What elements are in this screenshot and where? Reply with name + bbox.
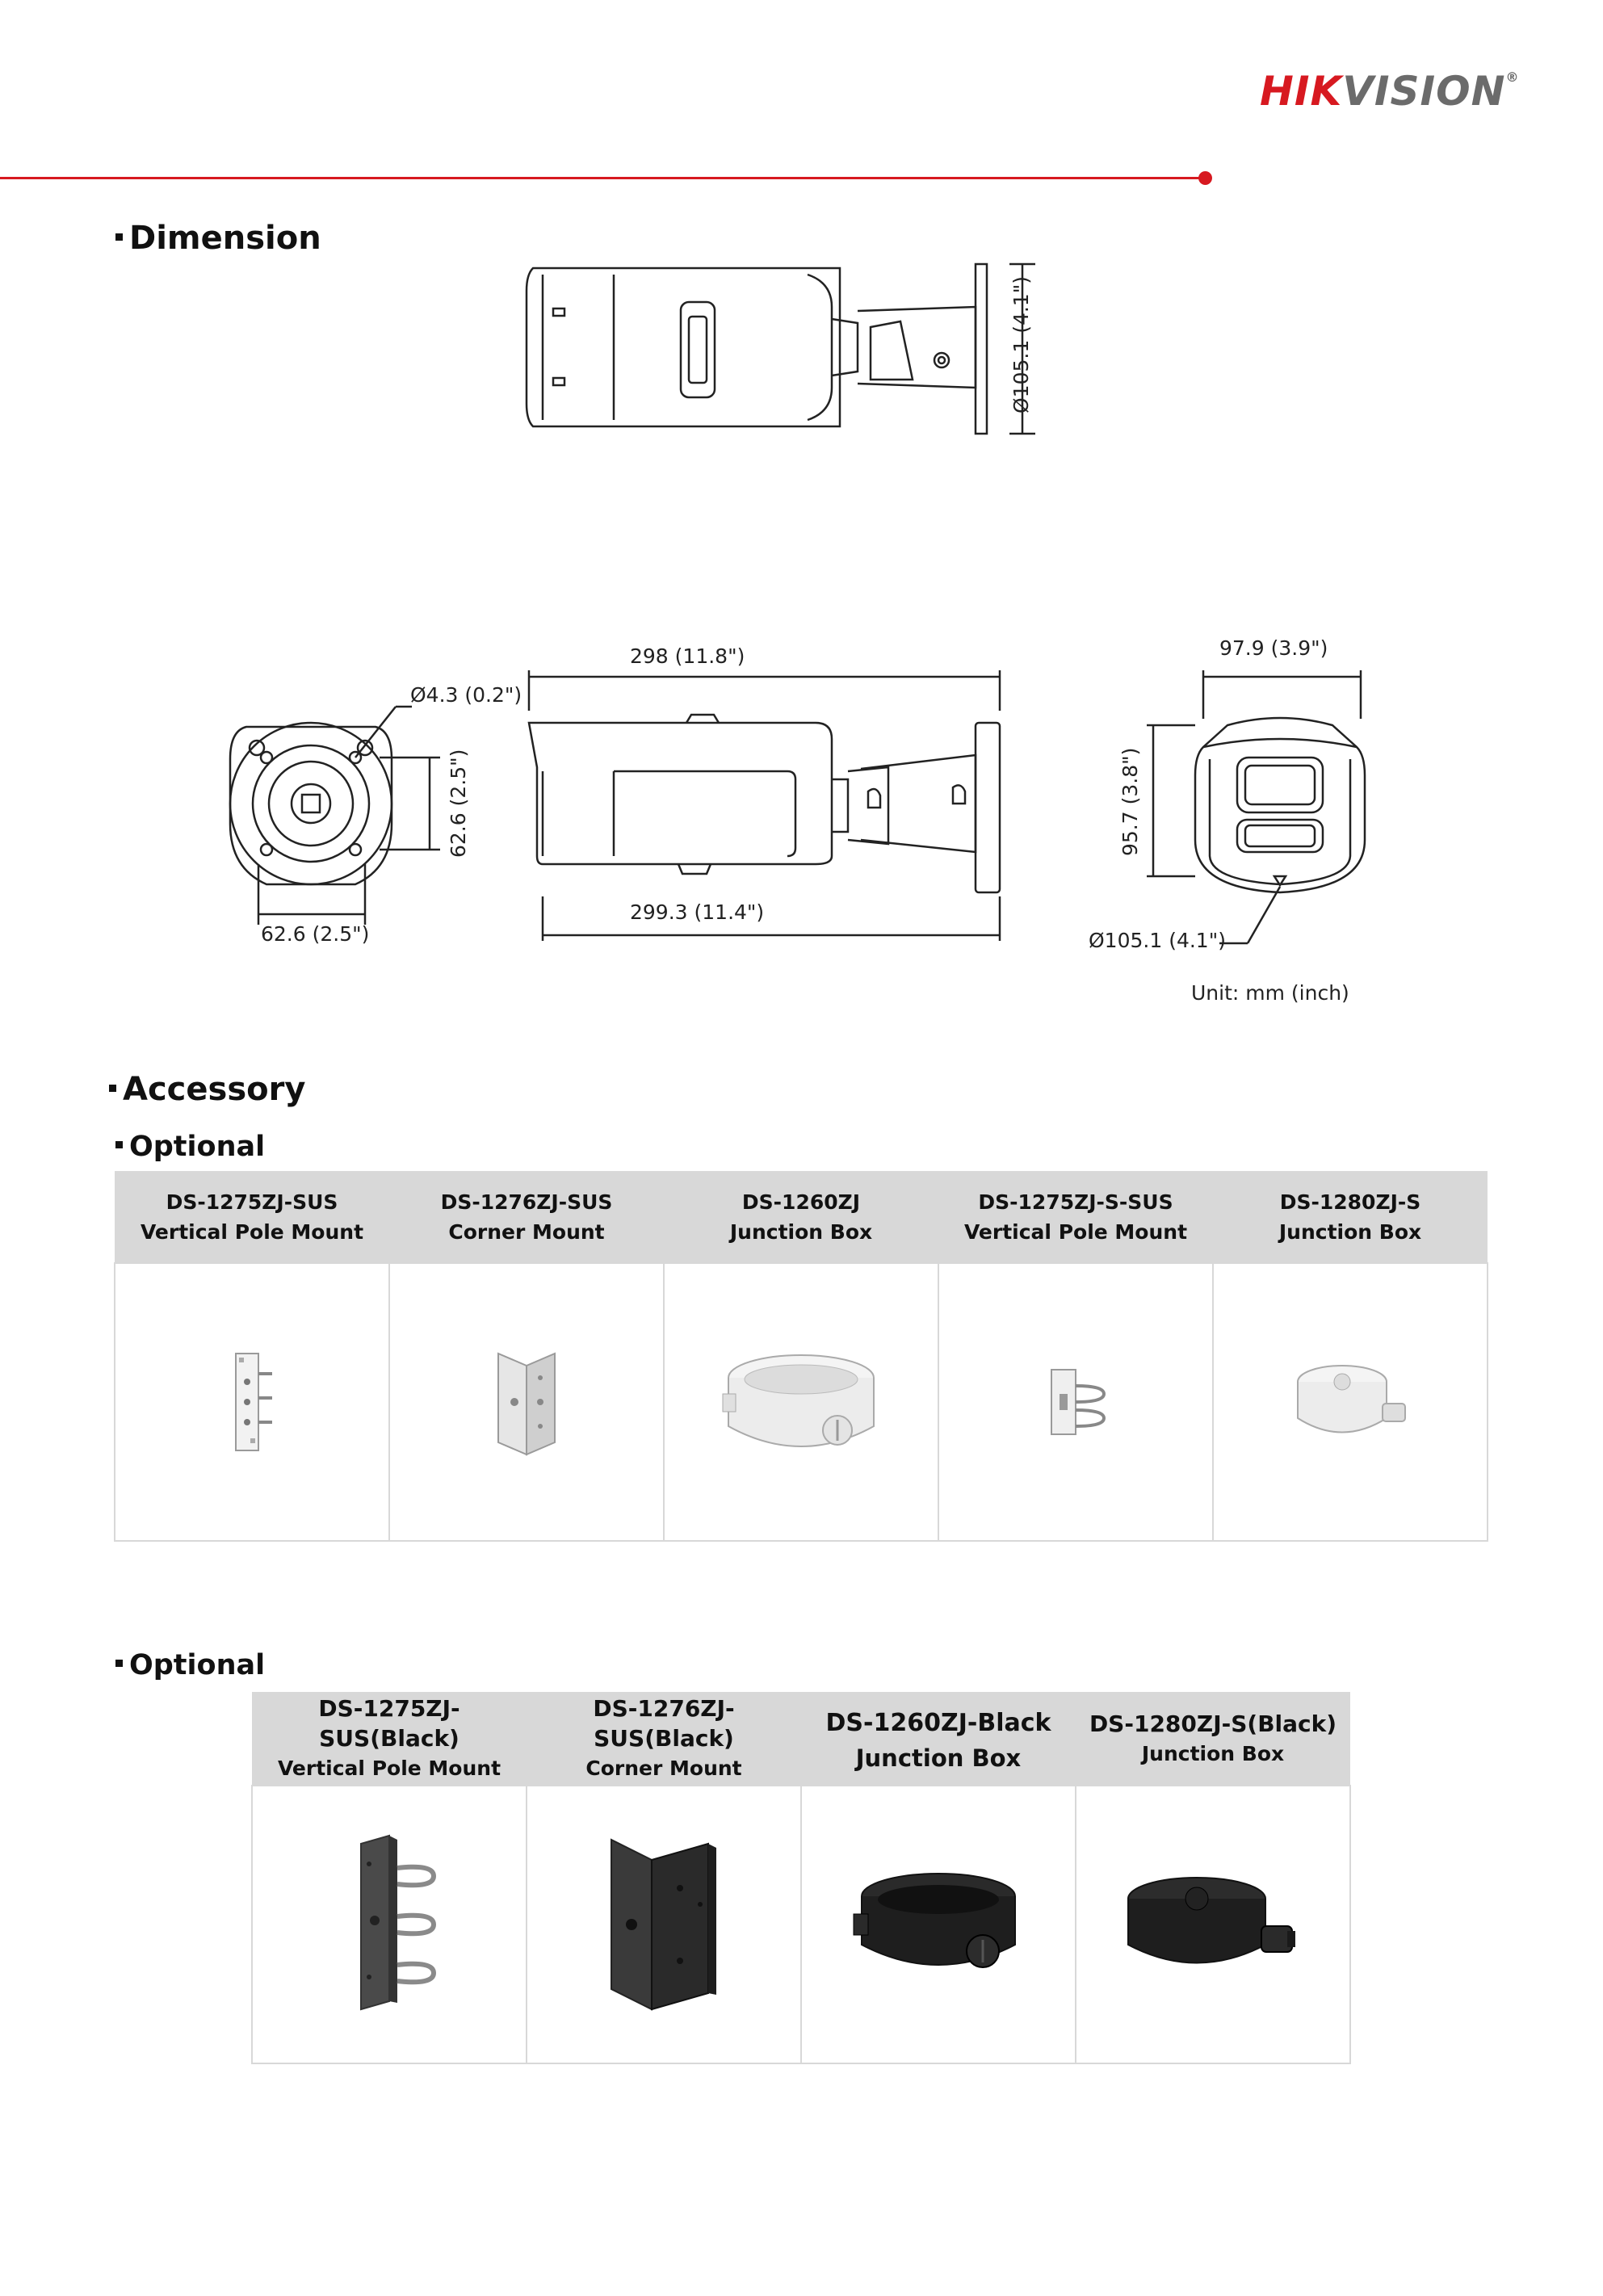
black-accessory-2-heading — [527, 1692, 801, 1786]
accessory-table-1 — [114, 1171, 1488, 1542]
accessory-model: DS-1280ZJ-S(Black) — [1089, 1710, 1337, 1737]
black-accessory-3-image — [801, 1786, 1076, 2063]
accessory-table-2 — [251, 1692, 1351, 2064]
black-accessory-3-heading — [801, 1692, 1076, 1786]
accessory-4-image — [938, 1263, 1213, 1541]
accessory-model: DS-1260ZJ-Black — [825, 1709, 1051, 1737]
accessory-3-image — [664, 1263, 938, 1541]
accessory-model: DS-1275ZJ-SUS — [166, 1190, 338, 1214]
unit-label: Unit: mm (inch) — [1191, 981, 1349, 1005]
junction-box-icon — [846, 1864, 1031, 1985]
camera-front-view — [230, 707, 440, 925]
accessory-1-heading — [115, 1171, 389, 1263]
black-accessory-4-image — [1076, 1786, 1350, 2063]
junction-box-icon — [716, 1345, 886, 1459]
side-diameter-label: Ø105.1 (4.1") — [1089, 929, 1226, 952]
hole-diameter-label: Ø4.3 (0.2") — [410, 683, 522, 707]
accessory-desc: Vertical Pole Mount — [963, 1219, 1188, 1244]
accessory-table-1-header — [115, 1171, 1488, 1263]
accessory-desc: Corner Mount — [585, 1757, 742, 1780]
junction-box-icon — [1286, 1354, 1415, 1450]
front-width-label: 62.6 (2.5") — [261, 922, 370, 946]
accessory-desc: Junction Box — [729, 1219, 873, 1244]
accessory-desc: Vertical Pole Mount — [140, 1219, 364, 1244]
dimension-drawings — [0, 0, 1603, 1050]
accessory-model: DS-1275ZJ-S-SUS — [978, 1190, 1173, 1214]
camera-top-view — [527, 264, 1035, 434]
black-accessory-2-image — [527, 1786, 801, 2063]
camera-side-view — [529, 670, 1000, 941]
accessory-model: DS-1276ZJ-SUS(Black) — [593, 1695, 735, 1752]
accessory-table-2-images — [252, 1786, 1350, 2063]
accessory-4-heading — [938, 1171, 1213, 1263]
camera-rear-view — [1147, 670, 1365, 943]
accessory-title: Accessory — [109, 1071, 305, 1108]
accessory-table-2-header — [252, 1692, 1350, 1786]
vertical-pole-mount-icon — [1031, 1358, 1120, 1446]
accessory-desc: Junction Box — [1278, 1219, 1422, 1244]
vertical-pole-mount-icon — [216, 1349, 288, 1454]
accessory-model: DS-1276ZJ-SUS — [440, 1190, 613, 1214]
accessory-1-image — [115, 1263, 389, 1541]
optional-title-2: Optional — [115, 1649, 265, 1681]
accessory-5-image — [1213, 1263, 1488, 1541]
junction-box-icon — [1116, 1868, 1310, 1981]
top-diameter-label: Ø105.1 (4.1") — [1009, 276, 1033, 413]
length-bottom-label: 299.3 (11.4") — [630, 900, 765, 924]
accessory-model: DS-1275ZJ-SUS(Black) — [318, 1695, 460, 1752]
accessory-desc: Junction Box — [1141, 1741, 1285, 1765]
accessory-table-1-images — [115, 1263, 1488, 1541]
accessory-desc: Vertical Pole Mount — [277, 1757, 501, 1780]
accessory-3-heading — [664, 1171, 938, 1263]
black-accessory-4-heading — [1076, 1692, 1350, 1786]
optional-title-1: Optional — [115, 1131, 265, 1163]
accessory-model: DS-1280ZJ-S — [1279, 1190, 1421, 1214]
black-accessory-1-image — [252, 1786, 527, 2063]
accessory-5-heading — [1213, 1171, 1488, 1263]
corner-mount-icon — [595, 1832, 732, 2017]
black-accessory-1-heading — [252, 1692, 527, 1786]
side-width-label: 97.9 (3.9") — [1219, 636, 1328, 660]
vertical-pole-mount-icon — [333, 1832, 446, 2017]
accessory-desc: Junction Box — [855, 1744, 1022, 1772]
dimension-title: Dimension — [115, 220, 321, 257]
hikvision-logo: HIKVISION® — [1260, 68, 1520, 115]
side-height-label: 95.7 (3.8") — [1118, 747, 1142, 856]
corner-mount-icon — [482, 1345, 571, 1459]
accessory-2-heading — [389, 1171, 664, 1263]
length-top-label: 298 (11.8") — [630, 644, 745, 668]
front-height-label: 62.6 (2.5") — [447, 749, 470, 858]
accessory-desc: Corner Mount — [448, 1219, 605, 1244]
accessory-2-image — [389, 1263, 664, 1541]
accessory-model: DS-1260ZJ — [741, 1190, 861, 1214]
